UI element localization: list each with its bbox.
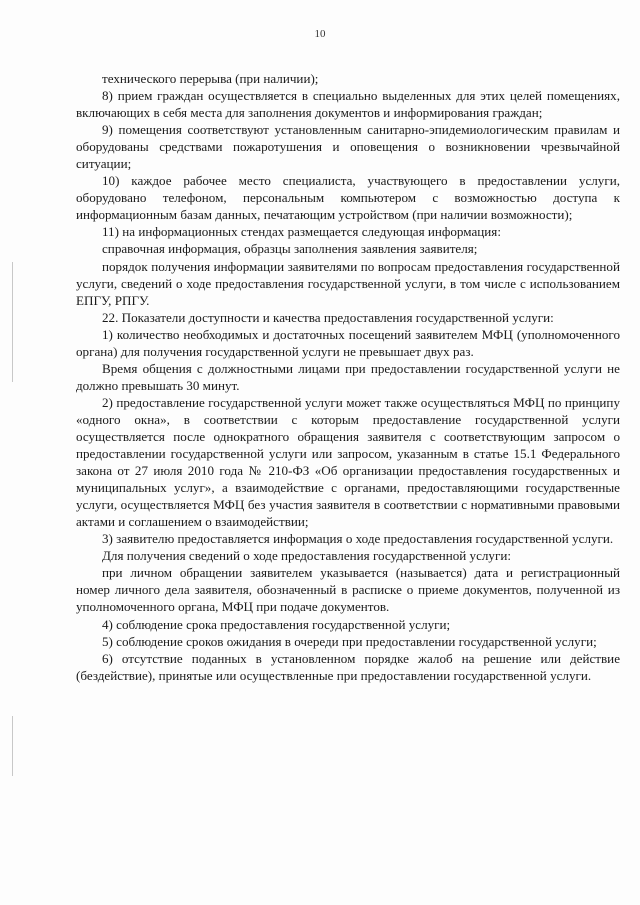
paragraph: 10) каждое рабочее место специалиста, участвующего в предоставлении услуги, оборудовано телефоном, персональным компьютером с возможностью доступа к информационным базам данных, печатающим устройством (при наличии возможности); — [76, 173, 620, 223]
paragraph: 6) отсутствие поданных в установленном порядке жалоб на решение или действие (бездействие), принятые или осуществленные при предоставлении государственной услуги. — [76, 650, 620, 683]
paragraph: 22. Показатели доступности и качества предоставления государственной услуги: — [102, 309, 554, 325]
paragraph: справочная информация, образцы заполнения заявления заявителя; — [102, 241, 478, 257]
paragraph: 3) заявителю предоставляется информация о ходе предоставления государственной услуги. — [102, 531, 614, 547]
paragraph: 1) количество необходимых и достаточных посещений заявителем МФЦ (уполномоченного органа) для получения государственной услуги не превышает двух раз. — [76, 326, 620, 359]
paragraph: 9) помещения соответствуют установленным санитарно-эпидемиологическим правилам и оборудованы средствами пожаротушения и оповещения о возникновении чрезвычайной ситуации; — [76, 122, 620, 172]
paragraph: технического перерыва (при наличии); — [102, 71, 319, 86]
binding-margin-mark — [12, 262, 13, 382]
binding-margin-mark — [12, 716, 13, 776]
paragraph: Время общения с должностными лицами при предоставлении государственной услуги не должно превышать 30 минут. — [76, 360, 620, 393]
paragraph: 11) на информационных стендах размещается следующая информация: — [102, 224, 501, 240]
page-number: 10 — [314, 28, 326, 40]
paragraph: 8) прием граждан осуществляется в специально выделенных для этих целей помещениях, включающих в себя места для заполнения документов и информирования граждан; — [76, 88, 620, 121]
paragraph: 2) предоставление государственной услуги может также осуществляться МФЦ по принципу «одного окна», в соответствии с которым предоставление государственной услуги осуществляется после однократного обращения заявителя с соответствующим запросом о предоставлении государственной услуги или запросом, указанным в статье 15.1 Федерального закона от 27 июля 2010 года № 210-ФЗ «Об организации предоставления государственных и муниципальных услуг», а взаимодействие с органами, предоставляющими государственные услуги, осуществляется МФЦ без участия заявителя в соответствии с нормативными правовыми актами и соглашением о взаимодействии; — [76, 394, 620, 530]
document-body — [76, 70, 620, 684]
paragraph: 4) соблюдение срока предоставления государственной услуги; — [102, 616, 451, 632]
paragraph: при личном обращении заявителем указывается (называется) дата и регистрационный номер личного дела заявителя, обозначенный в расписке о приеме документов, полученной из уполномоченного органа, МФЦ при подаче документов. — [76, 565, 620, 615]
paragraph: 5) соблюдение сроков ожидания в очереди при предоставлении государственной услуги; — [102, 633, 597, 649]
paragraph: порядок получения информации заявителями по вопросам предоставления государственной услуги, сведений о ходе предоставления государственной услуги, в том числе с использованием ЕПГУ, РПГУ. — [76, 258, 620, 308]
paragraph: Для получения сведений о ходе предоставления государственной услуги: — [102, 548, 511, 564]
